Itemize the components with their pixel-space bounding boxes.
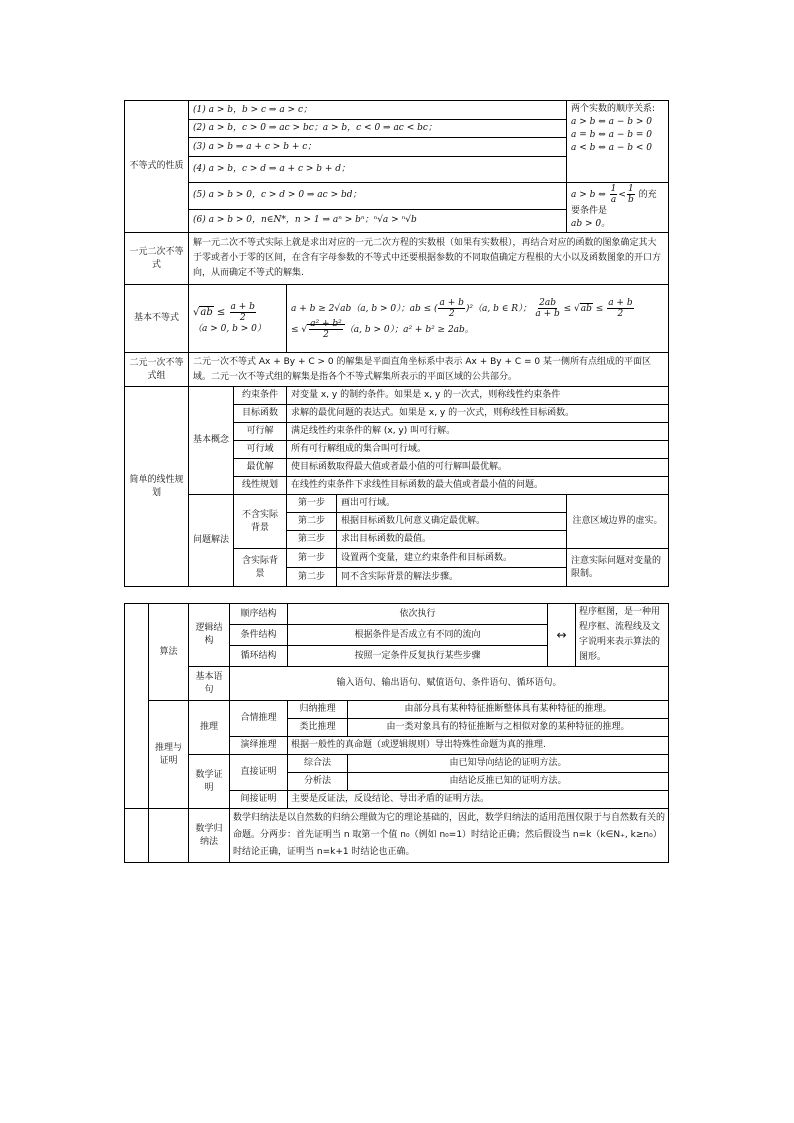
reasoning-desc [348, 719, 669, 737]
order-line: a = b ⇔ a − b = 0 [571, 130, 653, 140]
ineq-label [125, 101, 189, 233]
concept-desc [287, 441, 669, 459]
ineq-prop-text: (3) a > b ⇒ a + c > b + c； [193, 141, 317, 152]
statement-list-text: 输入语句、输出语句、赋值语句、条件语句、循环语句。 [336, 678, 562, 688]
binary-desc [189, 353, 669, 387]
reasoning-type [288, 701, 348, 719]
logic-structure-label [189, 604, 230, 667]
concept-desc-text: 满足线性约束条件的解 (x, y) 叫可行解。 [291, 426, 456, 436]
lp-method-label-text: 问题解法 [193, 535, 230, 545]
indirect-proof-label-text: 间接证明 [240, 794, 277, 804]
induction-label [189, 809, 230, 863]
step-desc-text: 根据目标函数几何意义确定最优解。 [341, 516, 486, 526]
reasoning-type-text: 归纳推理 [299, 704, 336, 714]
concept-desc-text: 所有可行解组成的集合叫可行域。 [291, 444, 427, 454]
structure-desc-text: 根据条件是否成立有不同的流向 [354, 629, 481, 640]
structure-name-text: 条件结构 [240, 629, 277, 640]
harmonic-fraction: $\frac{2ab}{a + b}$ [535, 297, 560, 319]
direct-proof-label-text: 直接证明 [240, 767, 277, 777]
concept-name-text: 最优解 [246, 462, 274, 472]
arrow-icon: ↔ [556, 627, 567, 642]
step-name [287, 531, 337, 549]
bg-note [567, 549, 669, 587]
concept-name [234, 477, 287, 495]
reasoning-label-text: 推理 [199, 722, 218, 732]
quad-desc [189, 233, 669, 285]
basic-label-text: 基本不等式 [133, 313, 179, 323]
reasoning-type-text: 类比推理 [299, 722, 336, 732]
concept-name [234, 387, 287, 405]
plausible-label [230, 701, 288, 737]
step-desc-text: 设置两个变量，建立约束条件和目标函数。 [341, 552, 513, 563]
step-name-text: 第三步 [297, 534, 325, 544]
proof-method-desc [348, 755, 669, 773]
basic-line1-b: )²（a, b ∈ R）； [465, 303, 532, 314]
induction-desc [230, 809, 669, 863]
basic-formula: √ab ≤ $\frac{a + b}{2}$ [193, 301, 255, 323]
indirect-proof-desc [288, 791, 669, 809]
quad-label-text: 一元二次不等式 [129, 246, 184, 270]
algo-label [149, 604, 189, 701]
lp-concept-label-text: 基本概念 [193, 435, 230, 445]
step-name-text: 第二步 [297, 571, 325, 582]
step-name-text: 第一步 [297, 498, 325, 508]
empty-cell [149, 809, 189, 863]
ineq-prop-6 [189, 209, 567, 232]
flowchart-note-text: 程序框图，是一种用程序框、流程线及文字说明来表示算法的图形。 [579, 607, 661, 662]
bg-note-text: 注意实际问题对变量的限制。 [571, 555, 662, 579]
direct-proof-label [230, 755, 288, 791]
concept-desc [287, 477, 669, 495]
concept-name [234, 441, 287, 459]
basic-label [125, 285, 189, 353]
induction-desc-text-2: n=k（k∈N₊, k≥n₀）时结论正确，证明当 n=k+1 时结论也正确。 [233, 830, 662, 857]
bg-label [234, 549, 287, 587]
algorithm-proof-table [124, 603, 669, 863]
structure-name [230, 646, 288, 667]
binary-label [125, 353, 189, 387]
one-over-a: $\frac{1}{a}$ [610, 184, 617, 205]
lp-label-text: 简单的线性规划 [129, 474, 184, 498]
equivalence-arrow [548, 604, 576, 667]
deduction-desc-text: 根据一般性的真命题（或逻辑规则）导出特殊性命题为真的推理. [291, 740, 546, 750]
reciprocal-cell: a > b ⇔ $\frac{1}{a}$ < $\frac{1}{b}$ 的充要条件是 ab > 0。 [567, 183, 669, 233]
structure-name-text: 顺序结构 [240, 608, 277, 619]
step-desc [337, 549, 567, 568]
quad-label [125, 233, 189, 285]
step-desc-text: 求出目标函数的最值。 [341, 534, 432, 544]
statement-label-text: 基本语句 [195, 671, 223, 695]
concept-name-text: 线性规划 [241, 480, 278, 490]
reciprocal-suffix: 的充要条件是 [571, 190, 657, 216]
ineq-prop-text: (6) a > b > 0，n∈N*，n > 1 ⇒ aⁿ > bⁿ；ⁿ√a > ⁿ√b [193, 215, 417, 226]
no-bg-label-text: 不含实际背景 [241, 509, 278, 533]
proof-method [288, 773, 348, 791]
logic-structure-label-text: 逻辑结构 [195, 623, 223, 646]
proof-label-text: 推理与证明 [154, 742, 182, 766]
proof-method-text: 分析法 [303, 776, 331, 786]
inequality-table [124, 100, 669, 587]
step-desc [337, 531, 567, 549]
step-desc-text: 画出可行域。 [341, 498, 396, 508]
reasoning-type [288, 719, 348, 737]
math-proof-label-text: 数学证明 [195, 769, 223, 793]
cropped-text-fragment [124, 597, 264, 602]
reasoning-label [189, 701, 230, 755]
structure-name [230, 604, 288, 625]
one-over-b: $\frac{1}{b}$ [627, 184, 634, 205]
structure-name-text: 循环结构 [240, 650, 277, 661]
concept-name-text: 目标函数 [241, 408, 278, 418]
reciprocal-end: ab > 0。 [571, 219, 611, 229]
concept-desc [287, 423, 669, 441]
ineq-prop-4 [189, 157, 567, 183]
proof-method-desc [348, 773, 669, 791]
no-bg-note-text: 注意区域边界的虚实。 [572, 516, 663, 526]
induction-label-text: 数学归纳法 [195, 823, 223, 847]
left-margin-cell [125, 809, 149, 863]
step-name [287, 568, 337, 587]
concept-desc [287, 387, 669, 405]
bg-label-text: 含实际背景 [241, 555, 278, 579]
indirect-proof-desc-text: 主要是反证法，反设结论、导出矛盾的证明方法。 [291, 794, 490, 804]
ineq-prop-5 [189, 183, 567, 210]
binary-desc-text: 二元一次不等式 Ax + By + C > 0 的解集是平面直角坐标系中表示 Ax + By + C = 0 某一侧所有点组成的平面区域。二元一次不等式组的解集是指各个不等式解集所表示的平面区域的公共部分。 [193, 356, 652, 382]
step-name-text: 第一步 [297, 552, 325, 563]
lp-method-label [189, 495, 234, 587]
concept-name [234, 405, 287, 423]
statement-label [189, 667, 230, 701]
ineq-prop-text: (5) a > b > 0，c > d > 0 ⇒ ac > bd； [193, 190, 362, 201]
concept-name-text: 约束条件 [241, 390, 278, 400]
deduction-name-text: 演绎推理 [240, 740, 277, 750]
ineq-prop-text: (2) a > b，c > 0 ⇒ ac > bc；a > b，c < 0 ⇒ ac < bc； [193, 123, 437, 133]
concept-name [234, 459, 287, 477]
step-name [287, 513, 337, 531]
algo-label-text: 算法 [159, 646, 178, 657]
concept-name-text: 可行域 [246, 444, 274, 454]
order-title: 两个实数的顺序关系: [571, 104, 656, 114]
structure-desc [288, 646, 548, 667]
ineq-prop-2 [189, 120, 567, 138]
reasoning-desc-text: 由一类对象具有的特征推断与之相似对象的某种特征的推理。 [386, 722, 630, 732]
basic-formula-cell [189, 285, 287, 353]
step-name-text: 第二步 [297, 516, 325, 526]
order-line: a > b ⇔ a − b > 0 [571, 117, 653, 127]
binary-label-text: 二元一次不等式组 [129, 357, 184, 381]
left-margin-cell [125, 604, 149, 809]
basic-line1-a: a + b ≥ 2√ab（a, b > 0）；ab ≤ ( [291, 303, 438, 314]
proof-label [149, 701, 189, 809]
ineq-prop-text: (1) a > b，b > c ⇒ a > c； [193, 104, 312, 115]
deduction-name [230, 737, 288, 755]
mean-fraction: $\frac{a + b}{2}$ [608, 297, 633, 319]
concept-name-text: 可行解 [246, 426, 274, 436]
step-name [287, 495, 337, 513]
structure-desc-text: 按照一定条件反复执行某些步骤 [354, 650, 481, 661]
proof-method-desc-text: 由已知导向结论的证明方法。 [449, 758, 567, 768]
concept-desc-text: 使目标函数取得最大值或者最小值的可行解叫最优解。 [291, 462, 508, 472]
concept-desc [287, 405, 669, 423]
structure-desc-text: 依次执行 [399, 608, 436, 619]
order-line: a < b ⇔ a − b < 0 [571, 143, 653, 153]
deduction-desc [288, 737, 669, 755]
step-desc [337, 513, 567, 531]
step-desc [337, 495, 567, 513]
structure-desc [288, 604, 548, 625]
reciprocal-prefix: a > b ⇔ [571, 190, 606, 200]
ineq-prop-1 [189, 101, 567, 120]
no-bg-note [567, 495, 669, 549]
statement-list [230, 667, 669, 701]
proof-method [288, 755, 348, 773]
step-name [287, 549, 337, 568]
order-relation-cell [567, 101, 669, 183]
proof-method-text: 综合法 [303, 758, 331, 768]
reasoning-desc-text: 由部分具有某种特征推断整体具有某种特征的推理。 [404, 704, 612, 714]
reasoning-desc [348, 701, 669, 719]
concept-desc-text: 对变量 x, y 的制约条件。如果是 x, y 的一次式，则称线性约束条件 [291, 390, 561, 400]
step-desc-text: 同不含实际背景的解法步骤。 [341, 571, 459, 582]
indirect-proof-label [230, 791, 288, 809]
structure-name [230, 625, 288, 646]
ineq-label-text: 不等式的性质 [129, 161, 184, 171]
half-sum-fraction: $\frac{a + b}{2}$ [439, 297, 464, 319]
induction-desc-text: 数学归纳法是以自然数的归纳公理做为它的理论基础的，因此，数学归纳法的适用范围仅限于与自然数有关的命题。分两步：首先证明当 n 取第一个值 n₀（例如 n₀=1）时结论正确；然后假设当 [233, 813, 666, 840]
concept-name [234, 423, 287, 441]
proof-method-desc-text: 由结论反推已知的证明方法。 [449, 776, 567, 786]
quad-desc-text: 解一元二次不等式实际上就是求出对应的一元二次方程的实数根（如果有实数根），再结合对应的函数的图象确定其大于零或者小于零的区间，在含有字母参数的不等式中还要根据参数的不同取值确定方程根的大小以及函数图象的开口方向，从而确定不等式的解集. [193, 238, 662, 278]
flowchart-note [576, 604, 669, 667]
basic-variants-cell: a + b ≥ 2√ab（a, b > 0）；ab ≤ ( $\frac{a + b}{2}$ )²（a, b ∈ R）； $\frac{2ab}{a + b}$ ≤ √ab ≤ $\frac{a + b}{2}$ ≤ √ $\frac{\text{a² + b²}}{2}$ （a, b > 0）；a² + b² ≥ 2ab。 [287, 285, 669, 353]
math-proof-label [189, 755, 230, 809]
concept-desc [287, 459, 669, 477]
ineq-prop-3 [189, 138, 567, 157]
ineq-prop-text: (4) a > b，c > d ⇒ a + c > b + d； [193, 164, 351, 174]
structure-desc [288, 625, 548, 646]
lp-concept-label [189, 387, 234, 495]
basic-line2-b: （a, b > 0）；a² + b² ≥ 2ab。 [344, 324, 474, 335]
concept-desc-text: 在线性约束条件下求线性目标函数的最大值或者最小值的问题。 [291, 480, 544, 490]
plausible-label-text: 合情推理 [240, 713, 277, 723]
lp-label [125, 387, 189, 587]
basic-condition: （a > 0, b > 0） [193, 323, 266, 334]
no-bg-label [234, 495, 287, 549]
step-desc [337, 568, 567, 587]
concept-desc-text: 求解的最优问题的表达式。如果是 x, y 的一次式，则称线性目标函数。 [291, 408, 575, 418]
